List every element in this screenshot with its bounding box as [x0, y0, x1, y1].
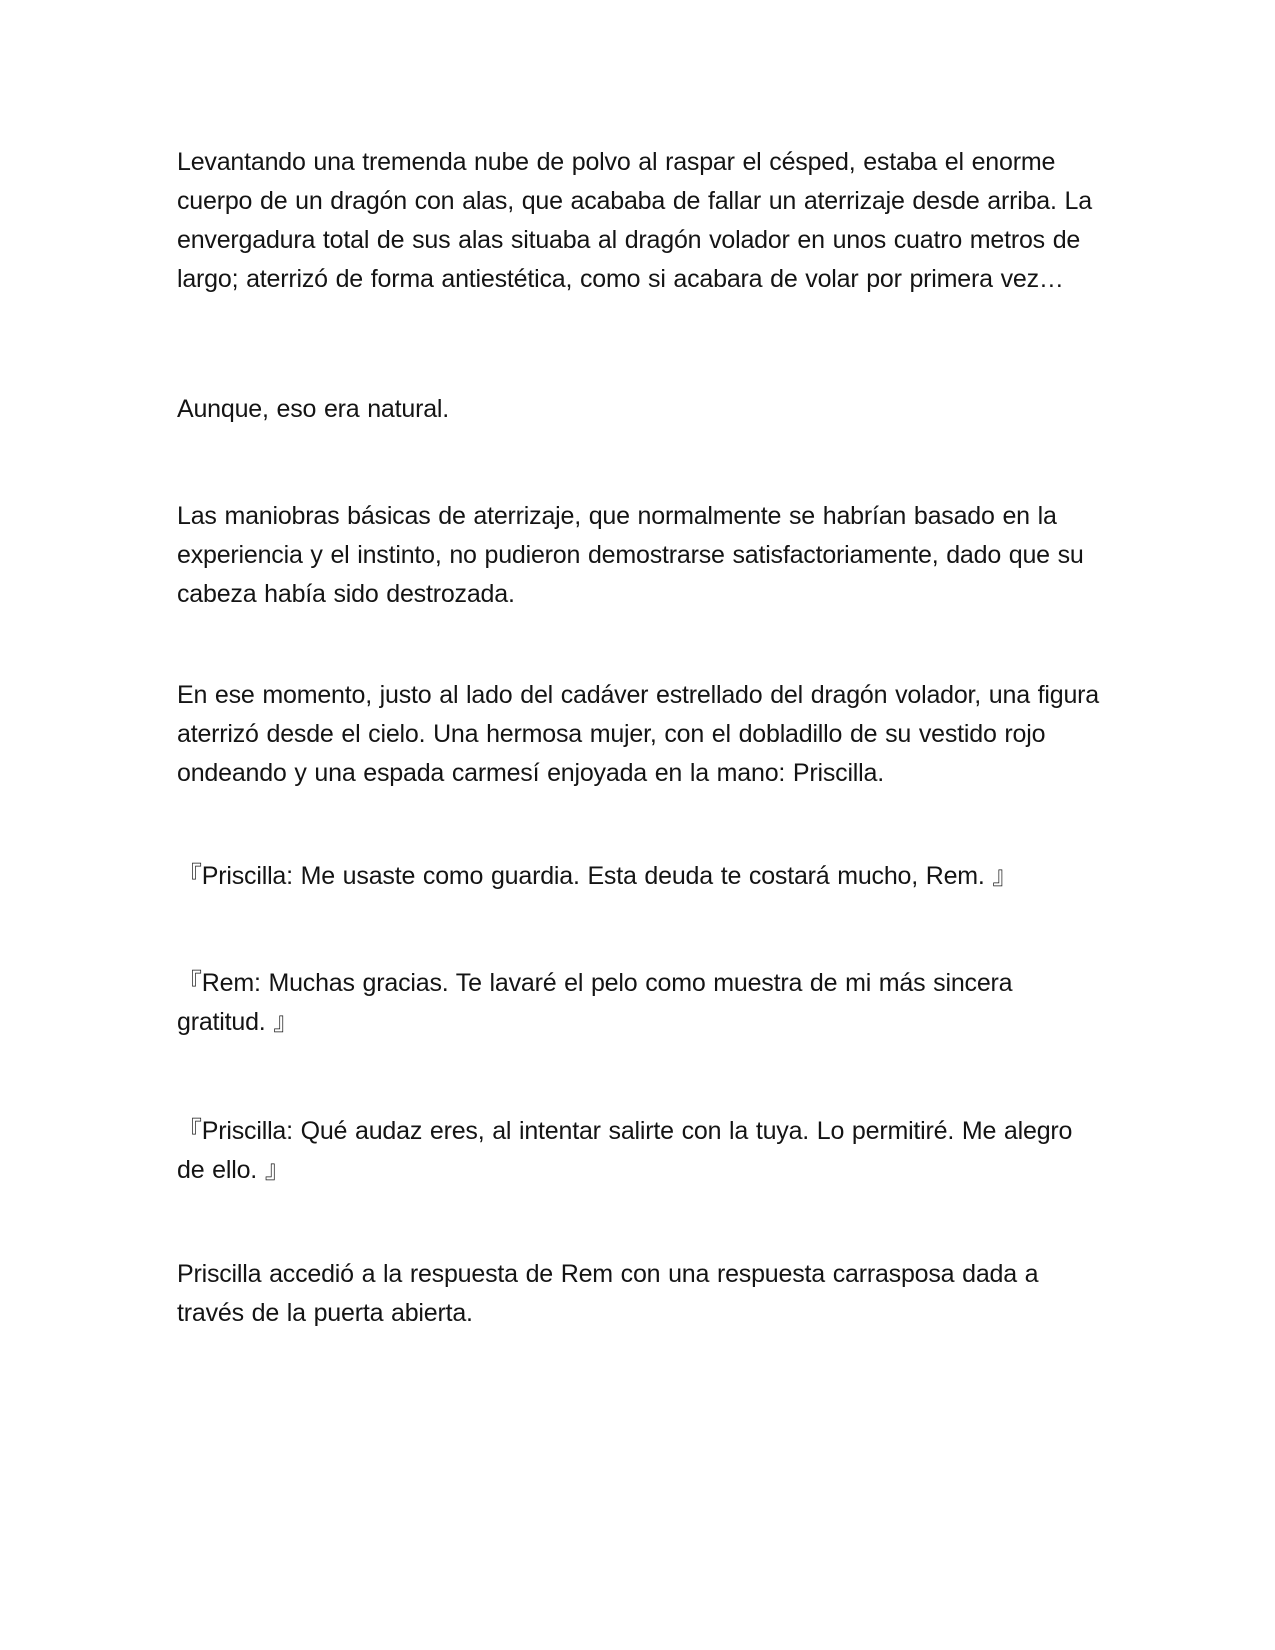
paragraph-dragon-landing: Levantando una tremenda nube de polvo al raspar el césped, estaba el enorme cuerpo de un dragón con alas, que acababa de fallar un aterrizaje desde arriba. La envergadura total de sus alas situaba al dragón volador en unos cuatro metros de largo; aterrizó de forma antiestética, como si acabara de volar por primera vez…	[177, 148, 1092, 293]
paragraph-priscilla-reply: Priscilla accedió a la respuesta de Rem con una respuesta carrasposa dada a través de la puerta abierta.	[177, 1260, 1039, 1327]
dialogue-priscilla-bold: 『Priscilla: Qué audaz eres, al intentar salirte con la tuya. Lo permitiré. Me alegro de ello. 』	[177, 1117, 1073, 1184]
paragraph-landing-maneuvers: Las maniobras básicas de aterrizaje, que normalmente se habrían basado en la experiencia y el instinto, no pudieron demostrarse satisfactoriamente, dado que su cabeza había sido destrozada.	[177, 502, 1084, 608]
paragraph-natural: Aunque, eso era natural.	[177, 395, 450, 423]
paragraph-priscilla-arrival: En ese momento, justo al lado del cadáver estrellado del dragón volador, una figura aterrizó desde el cielo. Una hermosa mujer, con el dobladillo de su vestido rojo ondeando y una espada carmesí enjoyada en la mano: Priscilla.	[177, 681, 1099, 787]
dialogue-priscilla-guard: 『Priscilla: Me usaste como guardia. Esta deuda te costará mucho, Rem. 』	[177, 862, 1018, 890]
dialogue-rem-thanks: 『Rem: Muchas gracias. Te lavaré el pelo como muestra de mi más sincera gratitud. 』	[177, 969, 1013, 1036]
